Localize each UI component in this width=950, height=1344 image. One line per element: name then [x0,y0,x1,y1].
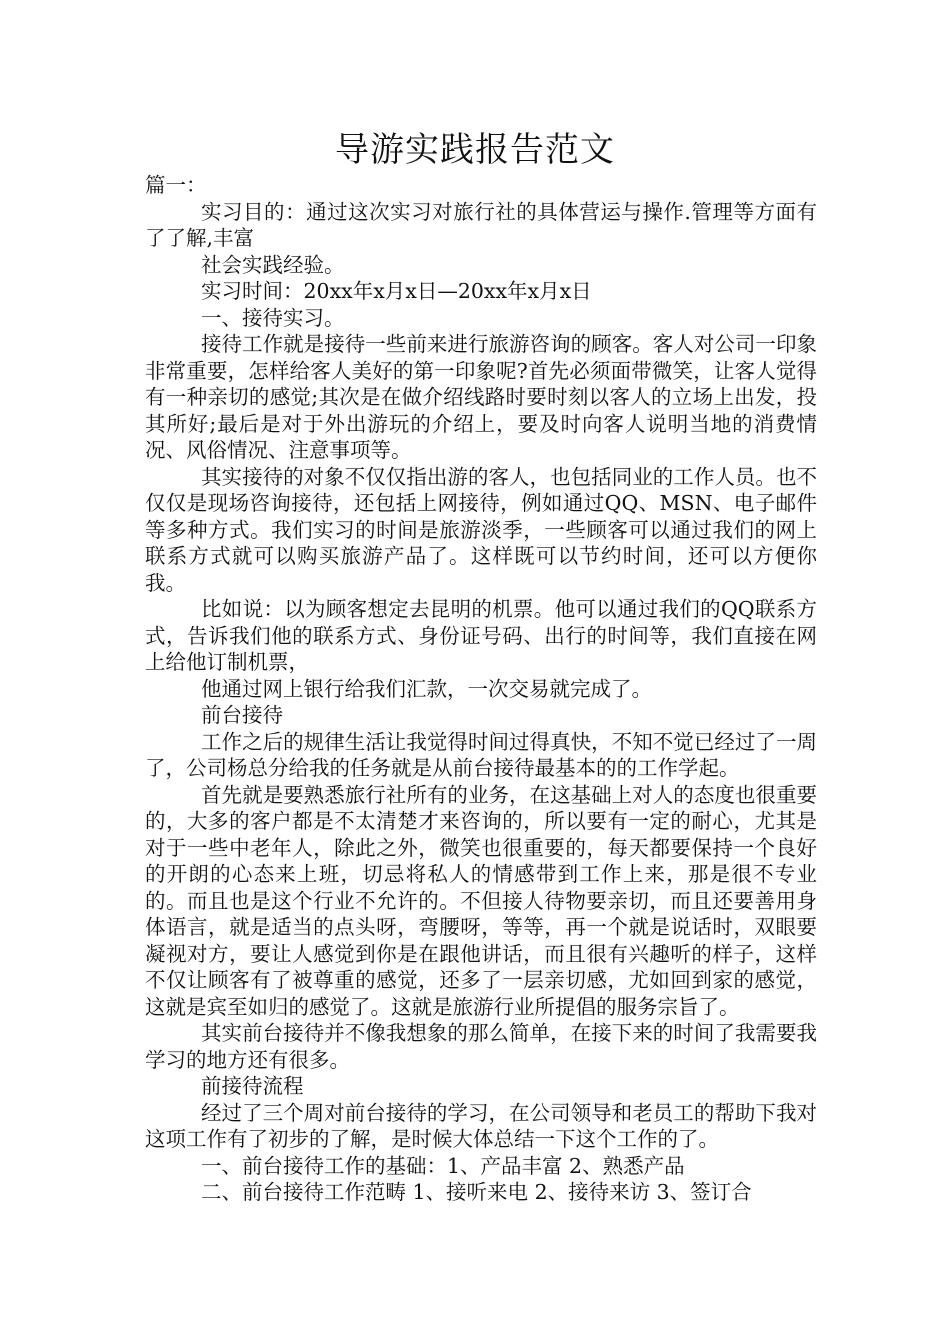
paragraph: 前台接待 [201,703,283,727]
paragraph: 社会实践经验。 [201,252,345,277]
paragraph: 二、前台接待工作范畴 1、接听来电 2、接待来访 3、签订合 [201,1180,752,1204]
paragraph: 其实前台接待并不像我想象的那么简单，在接下来的时间了我需要我学习的地方还有很多。 [145,1021,817,1072]
paragraph: 实习时间：20xx年x月x日—20xx年x月x日 [201,279,592,303]
paragraph: 一、接待实习。 [201,305,345,330]
paragraph: 经过了三个周对前台接待的学习，在公司领导和老员工的帮助下我对这项工作有了初步的了解，是时候大体总结一下这个工作的了。 [145,1100,817,1151]
paragraph: 前接待流程 [201,1074,304,1098]
document-body [145,172,817,1206]
paragraph: 其实接待的对象不仅仅指出游的客人，也包括同业的工作人员。也不仅仅是现场咨询接待，还包括上网接待，例如通过QQ、MSN、电子邮件等多种方式。我们实习的时间是旅游淡季，一些顾客可以通过我们的网上联系方式就可以购买旅游产品了。这样既可以节约时间，还可以方便你我。 [145,464,817,595]
paragraph: 比如说：以为顾客想定去昆明的机票。他可以通过我们的QQ联系方式，告诉我们他的联系方式、身份证号码、出行的时间等，我们直接在网上给他订制机票， [145,597,817,674]
paragraph: 首先就是要熟悉旅行社所有的业务，在这基础上对人的态度也很重要的，大多的客户都是不太清楚才来咨询的，所以要有一定的耐心，尤其是对于一些中老年人，除此之外，微笑也很重要的，每天都要保持一个良好的开朗的心态来上班，切忌将私人的情感带到工作上来，那是很不专业的。而且也是这个行业不允许的。不但接人待物要亲切，而且还要善用身体语言，就是适当的点头呀，弯腰呀，等等，再一个就是说话时，双眼要凝视对方，要让人感觉到你是在跟他讲话，而且很有兴趣听的样子，这样不仅让顾客有了被尊重的感觉，还多了一层亲切感，尤如回到家的感觉，这就是宾至如归的感觉了。这就是旅游行业所提倡的服务宗旨了。 [145,782,817,1019]
paragraph: 他通过网上银行给我们汇款，一次交易就完成了。 [201,676,652,701]
paragraph: 接待工作就是接待一些前来进行旅游咨询的顾客。客人对公司一印象非常重要，怎样给客人美好的第一印象呢?首先必须面带微笑，让客人觉得有一种亲切的感觉;其次是在做介绍线路时要时刻以客人的立场上出发，投其所好;最后是对于外出游玩的介绍上，要及时向客人说明当地的消费情况、风俗情况、注意事项等。 [145,332,817,462]
document-title: 导游实践报告范文 [335,130,615,170]
paragraph: 工作之后的规律生活让我觉得时间过得真快，不知不觉已经过了一周了，公司杨总分给我的任务就是从前台接待最基本的的工作学起。 [145,729,817,780]
paragraph: 实习目的：通过这次实习对旅行社的具体营运与操作.管理等方面有了了解,丰富 [145,199,817,250]
paragraph: 一、前台接待工作的基础：1、产品丰富 2、熟悉产品 [201,1153,685,1178]
paragraph: 篇一： [145,173,207,197]
